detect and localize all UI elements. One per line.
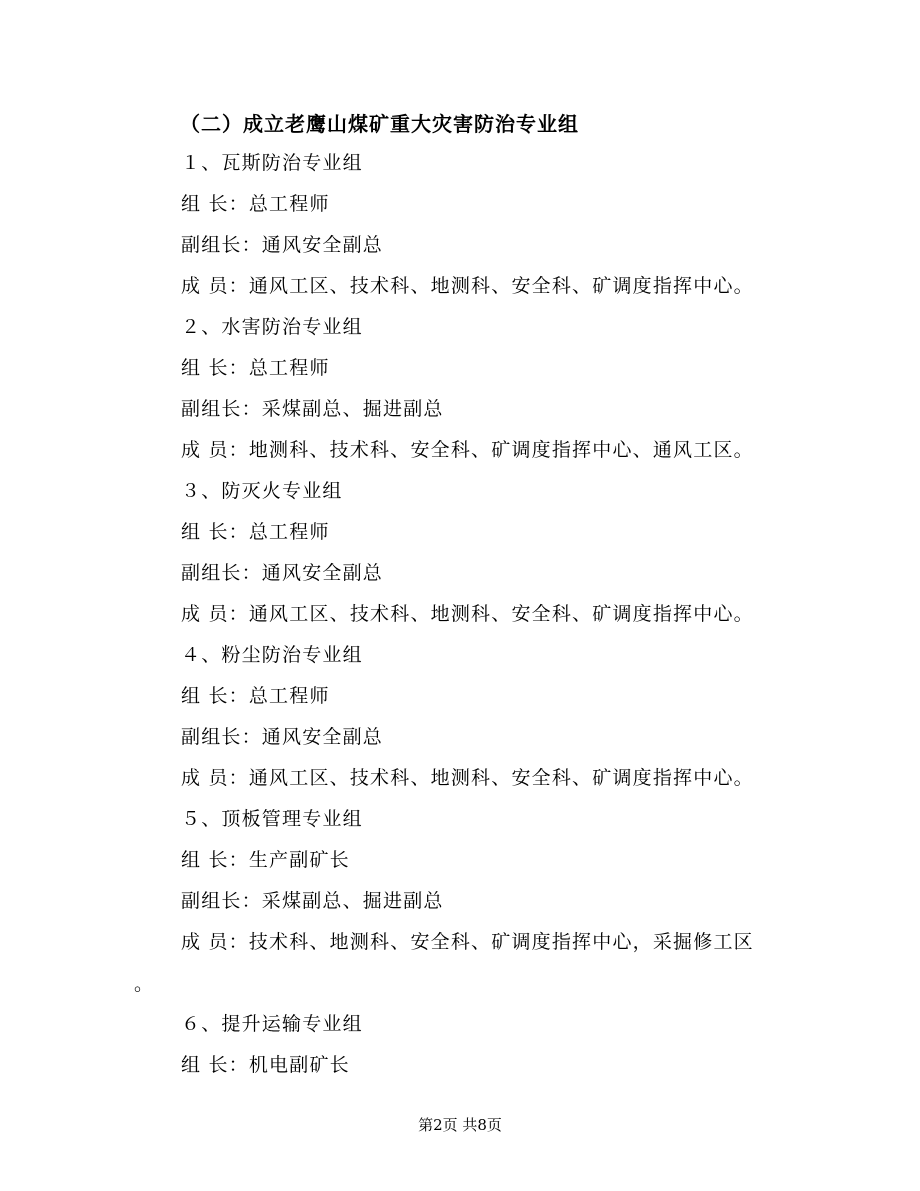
group-title-fire: ３、防灭火专业组	[181, 480, 343, 502]
group-deputy-line: 副组长：通风安全副总	[181, 726, 384, 748]
group-members-line: 成 员：技术科、地测科、安全科、矿调度指挥中心，采掘修工区	[181, 931, 754, 953]
group-deputy-line: 副组长：通风安全副总	[181, 562, 384, 584]
group-leader-line: 组 长：总工程师	[181, 193, 330, 215]
group-deputy-line: 副组长：采煤副总、掘进副总	[181, 890, 444, 912]
group-members-line: 成 员：通风工区、技术科、地测科、安全科、矿调度指挥中心。	[181, 275, 754, 297]
page-number-footer: 第2页 共8页	[418, 1116, 502, 1134]
group-members-line: 成 员：地测科、技术科、安全科、矿调度指挥中心、通风工区。	[181, 439, 754, 461]
group-deputy-line: 副组长：采煤副总、掘进副总	[181, 398, 444, 420]
group-title-water: ２、水害防治专业组	[181, 316, 363, 338]
wrapped-period: 。	[134, 973, 154, 995]
group-deputy-line: 副组长：通风安全副总	[181, 234, 384, 256]
section-heading: （二）成立老鹰山煤矿重大灾害防治专业组	[180, 112, 579, 136]
group-title-transport: ６、提升运输专业组	[181, 1013, 363, 1035]
group-leader-line: 组 长：机电副矿长	[181, 1054, 350, 1076]
group-leader-line: 组 长：总工程师	[181, 357, 330, 379]
group-leader-line: 组 长：生产副矿长	[181, 849, 350, 871]
group-members-line: 成 员：通风工区、技术科、地测科、安全科、矿调度指挥中心。	[181, 767, 754, 789]
group-title-gas: １、瓦斯防治专业组	[181, 152, 363, 174]
group-leader-line: 组 长：总工程师	[181, 685, 330, 707]
group-members-line: 成 员：通风工区、技术科、地测科、安全科、矿调度指挥中心。	[181, 603, 754, 625]
group-title-dust: ４、粉尘防治专业组	[181, 644, 363, 666]
group-leader-line: 组 长：总工程师	[181, 521, 330, 543]
group-title-roof: ５、顶板管理专业组	[181, 808, 363, 830]
